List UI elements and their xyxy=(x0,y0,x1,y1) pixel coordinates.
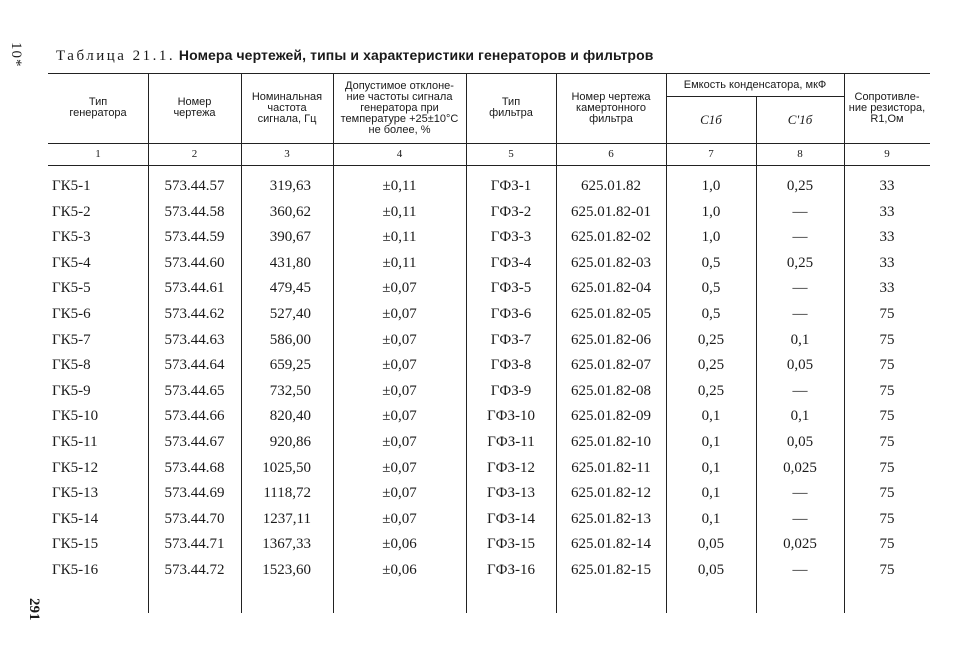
filter-drawing-cell: 625.01.82-15 xyxy=(571,562,651,578)
deviation-cell: ±0,07 xyxy=(382,280,417,297)
capacitor-c1-prime-cell: 0,1 xyxy=(790,408,810,425)
page-number: 291 xyxy=(26,598,42,621)
capacitor-c1-cell: 0,5 xyxy=(701,254,721,271)
frequency-cell: 920,86 xyxy=(269,434,311,450)
deviation-cell: ±0,06 xyxy=(382,562,417,578)
filter-drawing-cell: 625.01.82-14 xyxy=(571,536,651,553)
filter-drawing-cell: 625.01.82-10 xyxy=(571,434,651,450)
deviation-cell: ±0,07 xyxy=(382,485,417,502)
resistor-cell: 75 xyxy=(879,382,895,399)
resistor-cell: 33 xyxy=(879,280,895,297)
generator-type-cell: ГК5-7 xyxy=(52,331,91,348)
capacitor-c1-cell: 0,25 xyxy=(697,331,725,348)
drawing-number-cell: 573.44.62 xyxy=(164,306,225,322)
filter-drawing-cell: 625.01.82-02 xyxy=(571,229,651,246)
generator-type-cell: ГК5-13 xyxy=(52,485,99,502)
header-frequency-deviation: Допустимое отклоне- ние частоты сигнала генератора при температуре +25±10°С не более, % xyxy=(340,79,459,136)
capacitor-c1-prime-cell: 0,25 xyxy=(786,178,814,194)
deviation-cell: ±0,07 xyxy=(382,306,417,322)
table-caption xyxy=(56,47,653,65)
table-caption-number: Таблица 21.1. xyxy=(56,48,176,64)
frequency-cell: 479,45 xyxy=(269,280,311,297)
header-capacitor-c1-prime: С'1б xyxy=(787,112,813,127)
frequency-cell: 1237,11 xyxy=(262,510,311,527)
resistor-cell: 33 xyxy=(879,203,895,220)
capacitor-c1-prime-cell: 0,1 xyxy=(790,331,810,348)
resistor-cell: 75 xyxy=(879,331,895,348)
column-number: 8 xyxy=(797,148,803,160)
generator-type-cell: ГК5-3 xyxy=(52,229,91,246)
generator-type-cell: ГК5-8 xyxy=(52,357,91,374)
column-number: 5 xyxy=(508,148,514,160)
drawing-number-cell: 573.44.58 xyxy=(164,203,225,220)
drawing-number-cell: 573.44.71 xyxy=(164,536,225,553)
filter-drawing-cell: 625.01.82-04 xyxy=(571,280,651,297)
deviation-cell: ±0,07 xyxy=(382,459,417,476)
frequency-cell: 390,67 xyxy=(269,229,311,246)
capacitor-c1-prime-cell: 0,025 xyxy=(783,459,817,476)
capacitor-c1-prime-cell: — xyxy=(792,510,808,527)
header-fork-filter-drawing: Номер чертежа камертонного фильтра xyxy=(571,90,651,125)
table-caption-title: Номера чертежей, типы и характеристики генераторов и фильтров xyxy=(178,47,654,63)
capacitor-c1-cell: 1,0 xyxy=(701,203,721,220)
filter-drawing-cell: 625.01.82-06 xyxy=(571,331,651,348)
header-capacitor-c1: С1б xyxy=(700,112,722,127)
resistor-cell: 75 xyxy=(879,459,895,476)
resistor-cell: 33 xyxy=(879,229,895,246)
header-generator-type: Тип генератора xyxy=(69,96,127,119)
capacitor-c1-prime-cell: — xyxy=(792,485,808,502)
filter-type-cell: ГФЗ-3 xyxy=(490,229,532,246)
column-number: 3 xyxy=(284,148,290,160)
resistor-cell: 75 xyxy=(879,510,895,527)
filter-type-cell: ГФЗ-13 xyxy=(486,485,536,502)
generator-type-cell: ГК5-6 xyxy=(52,306,91,322)
header-resistor: Сопротивле- ние резистора, R1,Ом xyxy=(848,90,926,125)
capacitor-c1-prime-cell: 0,05 xyxy=(786,357,814,374)
resistor-cell: 75 xyxy=(879,485,895,502)
frequency-cell: 1367,33 xyxy=(262,536,311,553)
capacitor-c1-cell: 0,1 xyxy=(701,408,721,425)
capacitor-c1-cell: 0,1 xyxy=(701,485,721,502)
generator-type-cell: ГК5-4 xyxy=(52,254,91,271)
header-capacitance-group: Емкость конденсатора, мкФ xyxy=(683,78,827,91)
frequency-cell: 319,63 xyxy=(269,178,311,194)
frequency-cell: 431,80 xyxy=(269,254,311,271)
filter-drawing-cell: 625.01.82-05 xyxy=(571,306,651,322)
filter-drawing-cell: 625.01.82-01 xyxy=(571,203,651,220)
filter-type-cell: ГФЗ-16 xyxy=(486,562,536,578)
drawing-number-cell: 573.44.66 xyxy=(164,408,225,425)
filter-type-cell: ГФЗ-5 xyxy=(490,280,532,297)
generators-table xyxy=(48,73,930,613)
deviation-cell: ±0,11 xyxy=(382,254,417,271)
capacitor-c1-prime-cell: — xyxy=(792,203,808,220)
column-number-rule xyxy=(48,165,930,166)
resistor-cell: 33 xyxy=(879,178,895,194)
frequency-cell: 732,50 xyxy=(269,382,311,399)
column-number: 9 xyxy=(884,148,890,160)
filter-type-cell: ГФЗ-1 xyxy=(490,178,532,194)
generator-type-cell: ГК5-9 xyxy=(52,382,91,399)
frequency-cell: 586,00 xyxy=(269,331,311,348)
generator-type-cell: ГК5-2 xyxy=(52,203,91,220)
filter-drawing-cell: 625.01.82-03 xyxy=(571,254,651,271)
drawing-number-cell: 573.44.61 xyxy=(164,280,225,297)
capacitor-c1-cell: 0,1 xyxy=(701,459,721,476)
deviation-cell: ±0,11 xyxy=(382,203,417,220)
deviation-cell: ±0,06 xyxy=(382,536,417,553)
generator-type-cell: ГК5-12 xyxy=(52,459,99,476)
drawing-number-cell: 573.44.67 xyxy=(164,434,225,450)
resistor-cell: 75 xyxy=(879,434,895,450)
filter-type-cell: ГФЗ-12 xyxy=(486,459,536,476)
drawing-number-cell: 573.44.65 xyxy=(164,382,225,399)
capacitor-c1-cell: 0,05 xyxy=(697,536,725,553)
capacitor-c1-prime-cell: 0,05 xyxy=(786,434,814,450)
resistor-cell: 75 xyxy=(879,357,895,374)
drawing-number-cell: 573.44.60 xyxy=(164,254,225,271)
filter-type-cell: ГФЗ-8 xyxy=(490,357,532,374)
generator-type-cell: ГК5-1 xyxy=(52,178,91,194)
filter-type-cell: ГФЗ-6 xyxy=(490,306,532,322)
drawing-number-cell: 573.44.72 xyxy=(164,562,225,578)
column-number: 7 xyxy=(708,148,714,160)
drawing-number-cell: 573.44.69 xyxy=(164,485,225,502)
side-page-mark: 10* xyxy=(8,42,24,68)
filter-type-cell: ГФЗ-2 xyxy=(490,203,532,220)
generator-type-cell: ГК5-5 xyxy=(52,280,91,297)
filter-type-cell: ГФЗ-11 xyxy=(487,434,535,450)
column-number: 4 xyxy=(396,148,403,160)
capacitor-c1-cell: 0,1 xyxy=(701,510,721,527)
filter-type-cell: ГФЗ-7 xyxy=(490,331,532,348)
filter-type-cell: ГФЗ-4 xyxy=(490,254,532,271)
deviation-cell: ±0,11 xyxy=(382,178,417,194)
filter-drawing-cell: 625.01.82-08 xyxy=(571,382,651,399)
frequency-cell: 360,62 xyxy=(269,203,311,220)
deviation-cell: ±0,07 xyxy=(382,408,417,425)
capacitor-c1-prime-cell: — xyxy=(792,306,808,322)
capacitor-c1-prime-cell: — xyxy=(792,562,808,578)
filter-type-cell: ГФЗ-14 xyxy=(486,510,536,527)
column-number: 6 xyxy=(608,148,614,160)
filter-type-cell: ГФЗ-10 xyxy=(486,408,536,425)
filter-type-cell: ГФЗ-9 xyxy=(490,382,532,399)
filter-type-cell: ГФЗ-15 xyxy=(486,536,536,553)
deviation-cell: ±0,11 xyxy=(382,229,417,246)
deviation-cell: ±0,07 xyxy=(382,510,417,527)
drawing-number-cell: 573.44.63 xyxy=(164,331,225,348)
filter-drawing-cell: 625.01.82-13 xyxy=(571,510,651,527)
header-nominal-frequency: Номинальная частота сигнала, Гц xyxy=(251,90,323,125)
generator-type-cell: ГК5-15 xyxy=(52,536,99,553)
frequency-cell: 659,25 xyxy=(269,357,311,374)
capacitor-c1-cell: 0,05 xyxy=(697,562,725,578)
capacitor-c1-prime-cell: 0,025 xyxy=(783,536,817,553)
header-filter-type: Тип фильтра xyxy=(489,96,533,119)
resistor-cell: 33 xyxy=(879,254,895,271)
resistor-cell: 75 xyxy=(879,306,895,322)
column-number: 1 xyxy=(95,148,101,160)
capacitor-c1-cell: 0,1 xyxy=(701,434,721,450)
resistor-cell: 75 xyxy=(879,536,895,553)
deviation-cell: ±0,07 xyxy=(382,434,417,450)
frequency-cell: 1118,72 xyxy=(263,485,311,502)
drawing-number-cell: 573.44.64 xyxy=(164,357,225,374)
capacitor-c1-cell: 0,25 xyxy=(697,382,725,399)
deviation-cell: ±0,07 xyxy=(382,382,417,399)
deviation-cell: ±0,07 xyxy=(382,331,417,348)
capacitor-c1-cell: 1,0 xyxy=(701,178,721,194)
frequency-cell: 1025,50 xyxy=(262,459,311,476)
header-drawing-number: Номер чертежа xyxy=(173,96,216,119)
frequency-cell: 527,40 xyxy=(269,306,311,322)
drawing-number-cell: 573.44.68 xyxy=(164,459,225,476)
drawing-number-cell: 573.44.70 xyxy=(164,510,225,527)
filter-drawing-cell: 625.01.82-09 xyxy=(571,408,651,425)
filter-drawing-cell: 625.01.82-07 xyxy=(571,357,651,374)
column-number: 2 xyxy=(191,148,198,160)
capacitor-c1-cell: 0,5 xyxy=(701,280,721,297)
filter-drawing-cell: 625.01.82-11 xyxy=(571,459,651,476)
capacitor-c1-prime-cell: — xyxy=(792,229,808,246)
filter-drawing-cell: 625.01.82-12 xyxy=(571,485,651,502)
capacitor-c1-cell: 0,25 xyxy=(697,357,725,374)
generator-type-cell: ГК5-16 xyxy=(52,562,99,578)
frequency-cell: 820,40 xyxy=(269,408,311,425)
capacitor-c1-prime-cell: 0,25 xyxy=(786,254,814,271)
drawing-number-cell: 573.44.57 xyxy=(164,178,225,194)
table-top-rule xyxy=(48,73,930,74)
generator-type-cell: ГК5-14 xyxy=(52,510,99,527)
resistor-cell: 75 xyxy=(879,562,895,578)
generator-type-cell: ГК5-11 xyxy=(52,434,98,450)
deviation-cell: ±0,07 xyxy=(382,357,417,374)
capacitor-c1-prime-cell: — xyxy=(792,280,808,297)
resistor-cell: 75 xyxy=(879,408,895,425)
capacitor-c1-cell: 1,0 xyxy=(701,229,721,246)
capacitor-c1-cell: 0,5 xyxy=(701,306,721,322)
drawing-number-cell: 573.44.59 xyxy=(164,229,225,246)
frequency-cell: 1523,60 xyxy=(262,562,311,578)
filter-drawing-cell: 625.01.82 xyxy=(581,178,641,194)
capacitor-c1-prime-cell: — xyxy=(792,382,808,399)
generator-type-cell: ГК5-10 xyxy=(52,408,99,425)
